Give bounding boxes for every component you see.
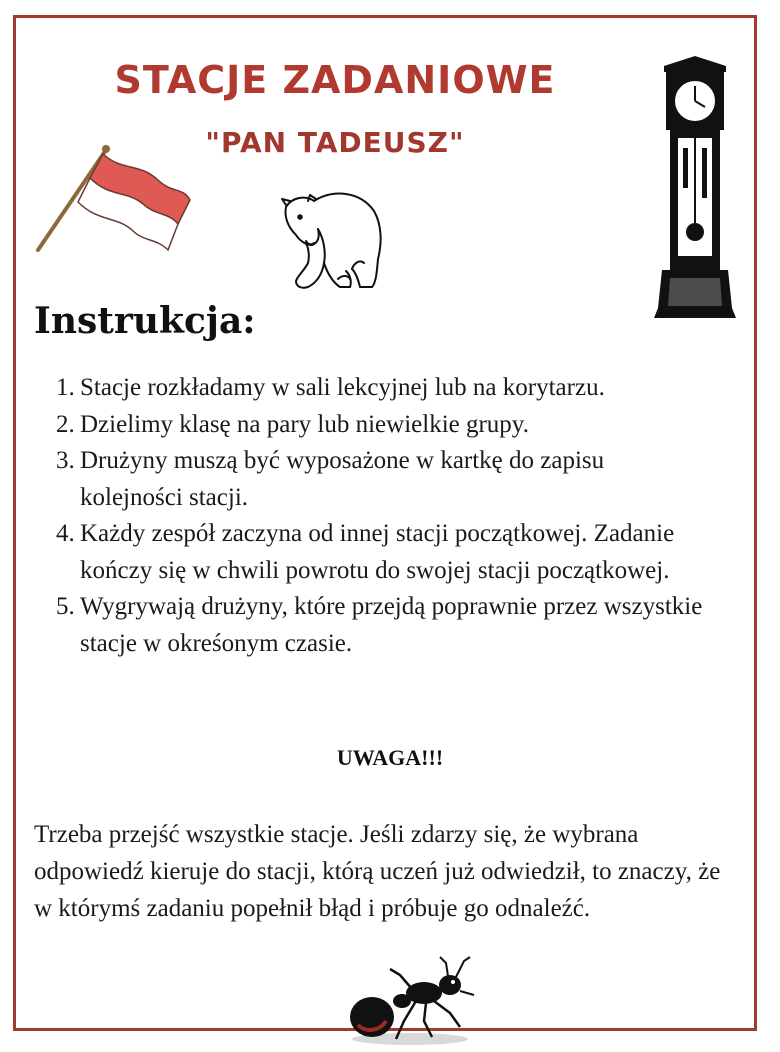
- list-item-number: 2.: [56, 410, 75, 438]
- list-item-text: Wygrywają drużyny, które przejdą poprawnie przez wszystkie stacje w okreśonym czasie.: [80, 593, 703, 657]
- grandfather-clock-icon: [652, 56, 738, 318]
- list-item-text: Drużyny muszą być wyposażone w kartkę do zapisu kolejności stacji.: [80, 447, 605, 511]
- list-item-text: Stacje rozkładamy w sali lekcyjnej lub na korytarzu.: [80, 374, 605, 401]
- ant-icon: [340, 955, 480, 1050]
- list-item-number: 4.: [56, 520, 75, 547]
- list-item-text: Każdy zespół zaczyna od innej stacji początkowej. Zadanie kończy się w chwili powrotu do swojej stacji początkowej.: [80, 520, 675, 584]
- list-item: [48, 443, 708, 516]
- page-subtitle: "PAN TADEUSZ": [205, 126, 465, 159]
- instructions-heading: Instrukcja:: [34, 300, 256, 342]
- warning-label: UWAGA!!!: [336, 745, 444, 770]
- list-item: [48, 407, 708, 444]
- list-item-number: 5.: [56, 593, 75, 620]
- polish-flag-icon: [28, 142, 198, 257]
- warning-text: Trzeba przejść wszystkie stacje. Jeśli zdarzy się, że wybrana odpowiedź kieruje do stacji, którą uczeń już odwiedził, to znaczy, że w którymś zadaniu popełnił błąd i próbuje go odnaleźć.: [34, 821, 721, 922]
- page-title: STACJE ZADANIOWE: [114, 58, 556, 102]
- list-item: [48, 370, 708, 407]
- list-item: [48, 589, 708, 662]
- list-item: [48, 516, 708, 589]
- list-item-text: Dzielimy klasę na pary lub niewielkie grupy.: [80, 410, 529, 438]
- list-item-number: 3.: [56, 447, 75, 474]
- bear-icon: [278, 183, 388, 293]
- instructions-list: [48, 370, 708, 662]
- list-item-number: 1.: [56, 374, 75, 401]
